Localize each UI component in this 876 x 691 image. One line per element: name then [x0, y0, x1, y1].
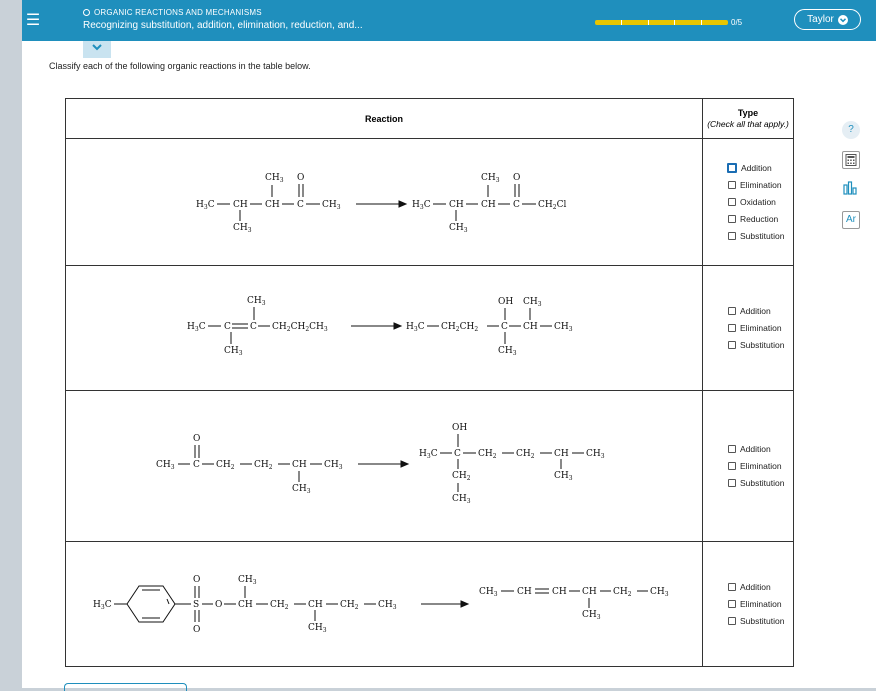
svg-text:CH: CH [292, 460, 307, 470]
svg-text:CH3: $CH_3$ [292, 484, 311, 495]
svg-text:CH2: $CH_2$ [216, 460, 235, 471]
reaction-4-diagram [66, 542, 702, 666]
progress-text: 0/5 [731, 18, 743, 27]
reaction-cell-3 [66, 391, 703, 542]
option-addition[interactable]: Addition [728, 579, 793, 596]
checkbox[interactable] [728, 232, 736, 240]
svg-text:CH2CH2: $CH_2CH_2$ [441, 322, 479, 333]
svg-text:CH: CH [481, 200, 496, 210]
svg-text:CH3: $CH_3$ [452, 494, 471, 505]
svg-text:CH3: $CH_3$ [233, 223, 252, 234]
svg-text:CH: CH [308, 600, 323, 610]
hamburger-icon[interactable]: ☰ [22, 0, 44, 41]
option-addition[interactable]: Addition [728, 303, 793, 320]
svg-text:C: C [297, 200, 304, 210]
type-options-1 [703, 139, 794, 266]
question-prompt: Classify each of the following organic reactions in the table below. [49, 61, 311, 71]
svg-text:CH3: $CH_3$ [498, 346, 517, 357]
svg-text:CH3: $CH_3$ [586, 449, 605, 460]
checkbox[interactable] [728, 324, 736, 332]
svg-text:CH2CH2CH3: $CH_2CH_2CH_3$ [272, 322, 328, 333]
option-substitution[interactable]: Substitution [728, 613, 793, 630]
checkbox[interactable] [728, 341, 736, 349]
svg-text:CH3: $CH_3$ [247, 296, 266, 307]
reaction-2-diagram [66, 266, 702, 390]
option-elimination[interactable]: Elimination [728, 177, 793, 194]
answer-tab[interactable] [64, 683, 187, 691]
svg-text:CH3: $CH_3$ [479, 587, 498, 598]
svg-text:H3C: $H_3C$ [93, 600, 112, 611]
svg-text:CH: CH [449, 200, 464, 210]
section-label: ORGANIC REACTIONS AND MECHANISMS [83, 8, 262, 17]
periodic-table-icon[interactable]: Ar [842, 211, 860, 229]
column-header-type: Type (Check all that apply.) [703, 99, 794, 139]
help-icon[interactable]: ? [842, 121, 860, 139]
checkbox[interactable] [728, 600, 736, 608]
type-options-4 [703, 542, 794, 667]
calculator-icon[interactable] [842, 151, 860, 169]
svg-text:O: O [193, 434, 201, 444]
svg-text:CH3: $CH_3$ [582, 610, 601, 621]
svg-text:CH3: $CH_3$ [554, 322, 573, 333]
reaction-cell-1 [66, 139, 703, 266]
svg-text:CH3: $CH_3$ [322, 200, 341, 211]
reaction-cell-4 [66, 542, 703, 667]
option-substitution[interactable]: Substitution [728, 228, 793, 245]
assignment-title: Recognizing substitution, addition, elimination, reduction, and... [83, 20, 363, 31]
reaction-3-diagram [66, 391, 702, 541]
svg-text:CH3: $CH_3$ [523, 297, 542, 308]
svg-text:CH3: $CH_3$ [650, 587, 669, 598]
checkbox[interactable] [728, 181, 736, 189]
type-options-2 [703, 266, 794, 391]
svg-text:CH3: $CH_3$ [224, 346, 243, 357]
option-elimination[interactable]: Elimination [728, 458, 793, 475]
svg-text:CH: CH [233, 200, 248, 210]
svg-text:CH3: $CH_3$ [238, 575, 257, 586]
svg-text:CH: CH [265, 200, 280, 210]
svg-text:CH: CH [582, 587, 597, 597]
svg-text:CH2: $CH_2$ [478, 449, 497, 460]
svg-text:CH3: $CH_3$ [308, 623, 327, 634]
checkbox[interactable] [728, 198, 736, 206]
svg-text:C: C [250, 322, 257, 332]
svg-text:CH3: $CH_3$ [449, 223, 468, 234]
svg-text:H3C: $H_3C$ [406, 322, 425, 333]
option-oxidation[interactable]: Oxidation [728, 194, 793, 211]
checkbox[interactable] [728, 583, 736, 591]
svg-text:CH2: $CH_2$ [613, 587, 632, 598]
option-addition[interactable]: Addition [728, 160, 793, 177]
bar-chart-icon[interactable] [842, 181, 860, 199]
svg-text:CH2: $CH_2$ [516, 449, 535, 460]
svg-text:CH: CH [517, 587, 532, 597]
svg-text:CH2: $CH_2$ [270, 600, 289, 611]
table-row [66, 391, 794, 542]
svg-text:H3C: $H_3C$ [196, 200, 215, 211]
svg-text:CH: CH [523, 322, 538, 332]
option-addition[interactable]: Addition [728, 441, 793, 458]
svg-text:CH: CH [554, 449, 569, 459]
svg-text:CH2Cl: $CH_2Cl$ [538, 200, 567, 211]
table-row [66, 139, 794, 266]
svg-text:H3C: $H_3C$ [412, 200, 431, 211]
checkbox[interactable] [728, 479, 736, 487]
svg-text:CH: CH [238, 600, 253, 610]
svg-text:CH2: $CH_2$ [254, 460, 273, 471]
svg-text:H3C: $H_3C$ [419, 449, 438, 460]
svg-text:CH3: $CH_3$ [265, 173, 284, 184]
reaction-1-diagram [66, 139, 702, 265]
table-row [66, 266, 794, 391]
svg-text:CH: CH [552, 587, 567, 597]
reaction-cell-2 [66, 266, 703, 391]
main-content [22, 41, 876, 688]
svg-text:C: C [501, 322, 508, 332]
svg-text:CH2: $CH_2$ [340, 600, 359, 611]
svg-text:CH2: $CH_2$ [452, 471, 471, 482]
svg-text:C: C [454, 449, 461, 459]
svg-text:O: O [193, 575, 201, 585]
svg-text:S: S [193, 600, 200, 610]
svg-text:C: C [193, 460, 200, 470]
progress-bar [595, 20, 728, 25]
checkbox[interactable] [727, 163, 737, 173]
svg-text:O: O [513, 173, 521, 183]
left-strip [0, 0, 22, 688]
svg-text:CH3: $CH_3$ [554, 471, 573, 482]
svg-text:OH: OH [498, 297, 514, 307]
reaction-table [65, 98, 794, 667]
svg-text:O: O [193, 625, 201, 635]
user-name: Taylor [807, 14, 834, 25]
option-substitution[interactable]: Substitution [728, 337, 793, 354]
checkbox[interactable] [728, 462, 736, 470]
circle-icon [83, 9, 90, 16]
header-bar [22, 0, 876, 41]
option-elimination[interactable]: Elimination [728, 596, 793, 613]
table-row [66, 542, 794, 667]
checkbox[interactable] [728, 307, 736, 315]
svg-text:H3C: $H_3C$ [187, 322, 206, 333]
option-reduction[interactable]: Reduction [728, 211, 793, 228]
user-menu-button[interactable] [794, 9, 861, 30]
svg-text:CH3: $CH_3$ [324, 460, 343, 471]
checkbox[interactable] [728, 215, 736, 223]
svg-text:CH3: $CH_3$ [378, 600, 397, 611]
chevron-down-icon [838, 15, 848, 25]
chevron-down-icon [91, 42, 103, 52]
column-header-reaction: Reaction [66, 99, 703, 139]
checkbox[interactable] [728, 617, 736, 625]
svg-text:CH3: $CH_3$ [481, 173, 500, 184]
svg-text:C: C [224, 322, 231, 332]
collapse-button[interactable] [83, 41, 111, 58]
option-elimination[interactable]: Elimination [728, 320, 793, 337]
svg-text:O: O [215, 600, 223, 610]
type-options-3 [703, 391, 794, 542]
svg-text:C: C [513, 200, 520, 210]
option-substitution[interactable]: Substitution [728, 475, 793, 492]
svg-text:CH3: $CH_3$ [156, 460, 175, 471]
svg-text:OH: OH [452, 423, 468, 433]
checkbox[interactable] [728, 445, 736, 453]
svg-text:O: O [297, 173, 305, 183]
